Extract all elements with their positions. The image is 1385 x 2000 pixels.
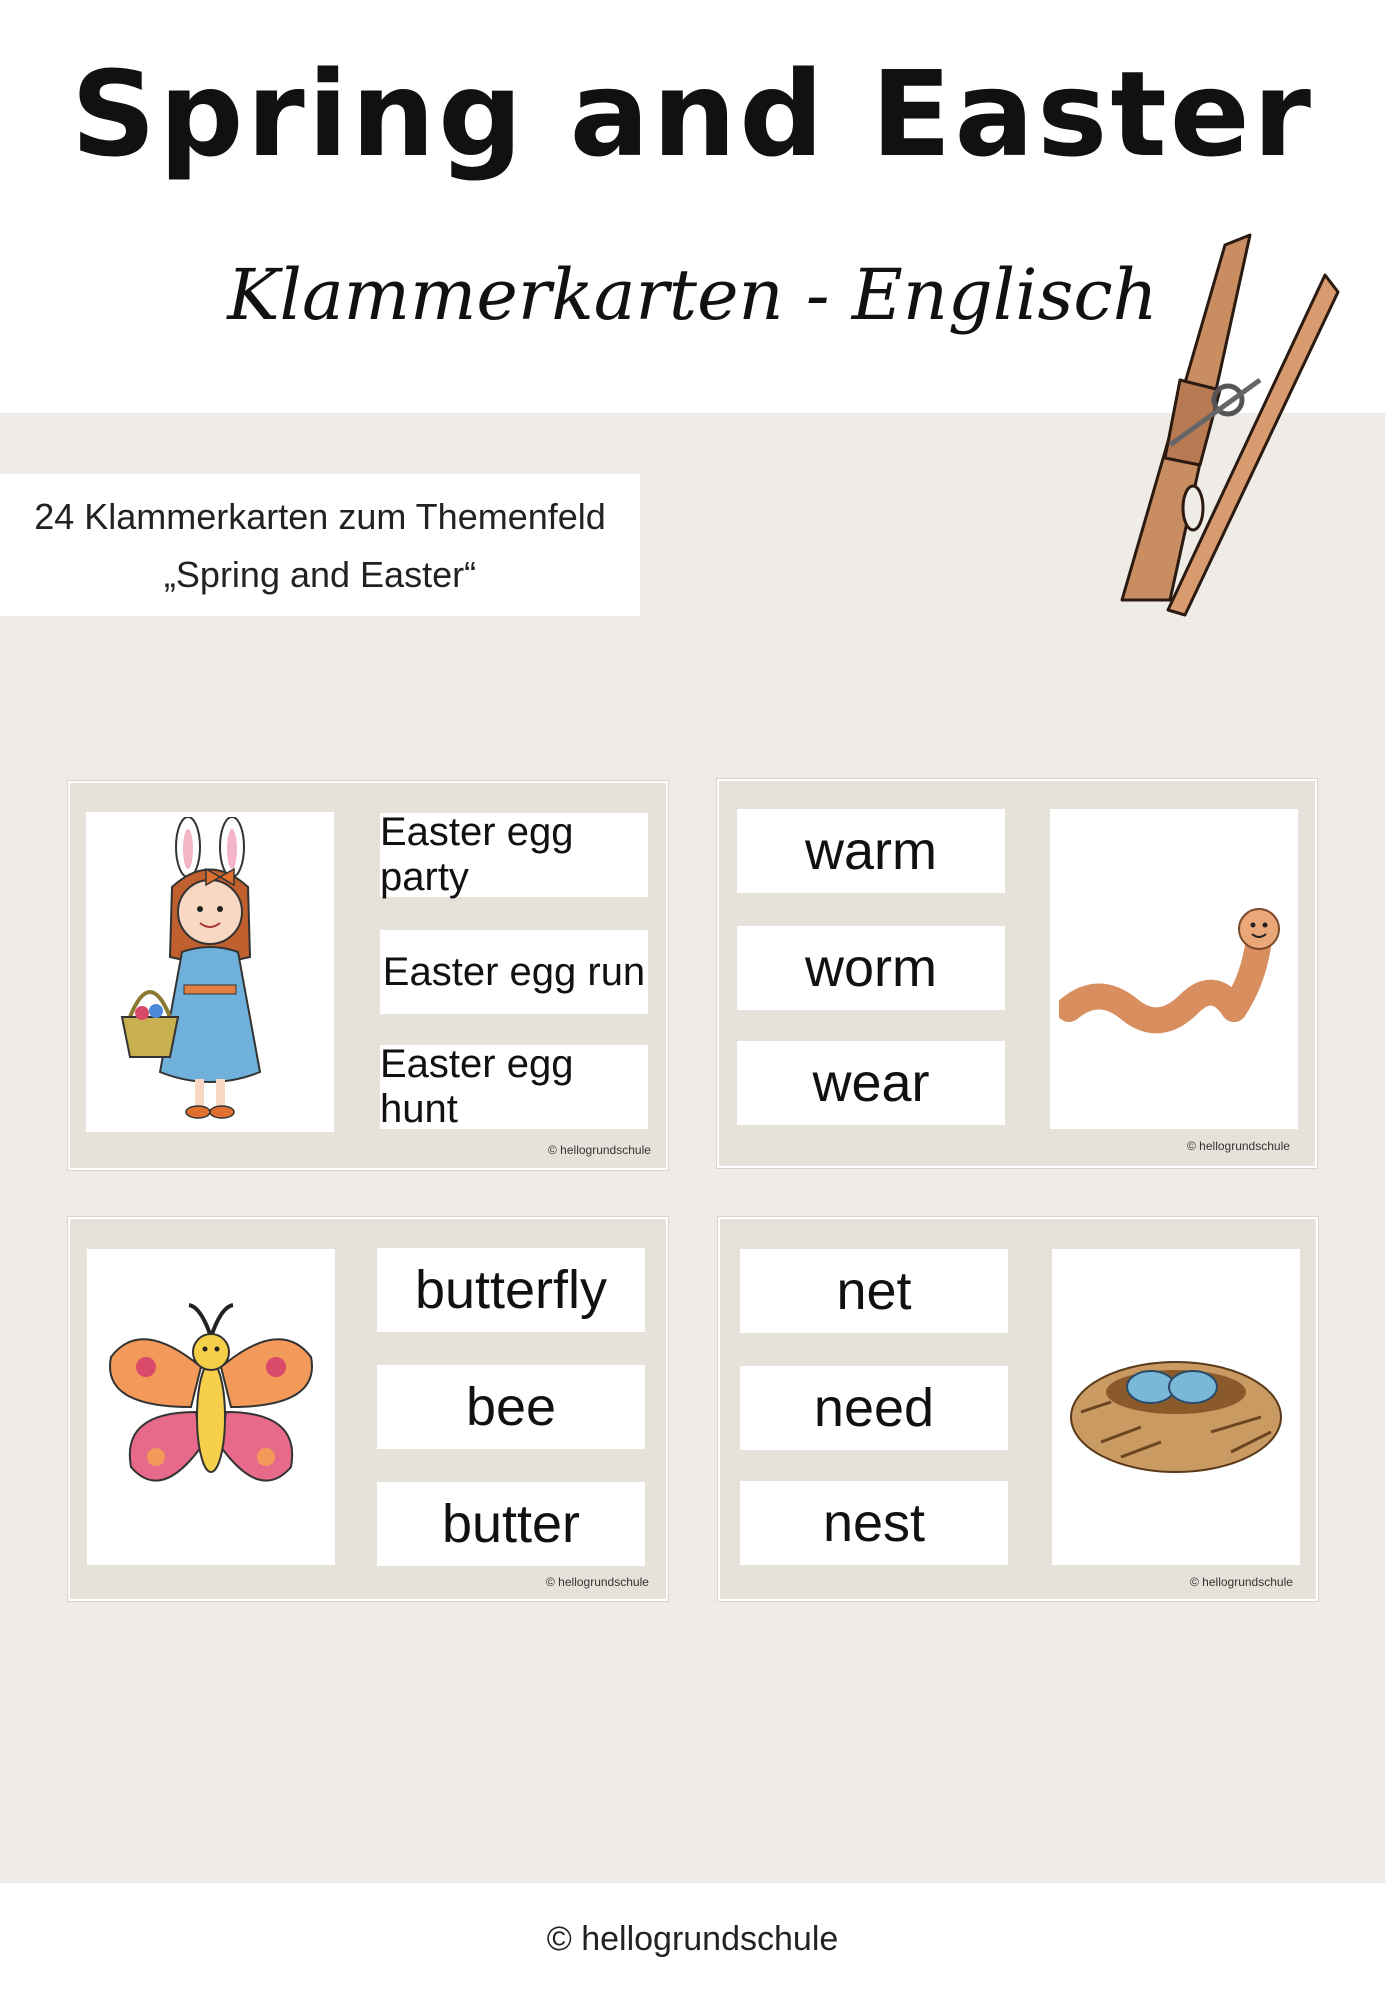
word-card: Easter egg run (380, 930, 648, 1014)
butterfly-icon (101, 1297, 321, 1517)
card-picture (86, 812, 334, 1132)
nest-icon (1061, 1332, 1291, 1482)
word-card: butterfly (377, 1248, 645, 1332)
clip-card-easter-egg (68, 781, 668, 1170)
card-credit: © hellogrundschule (1187, 1139, 1290, 1153)
word-card: warm (737, 809, 1005, 893)
word-card: Easter egg hunt (380, 1045, 648, 1129)
clip-card-nest (718, 1217, 1318, 1601)
info-line-2: „Spring and Easter“ (163, 554, 477, 595)
card-credit: © hellogrundschule (1190, 1575, 1293, 1589)
word-card: wear (737, 1041, 1005, 1125)
card-credit: © hellogrundschule (546, 1575, 649, 1589)
card-picture (1050, 809, 1298, 1129)
worm-icon (1059, 899, 1289, 1039)
page-title: Spring and Easter (71, 45, 1314, 183)
word-card: Easter egg party (380, 813, 648, 897)
card-picture (1052, 1249, 1300, 1565)
word-card: net (740, 1249, 1008, 1333)
word-card: bee (377, 1365, 645, 1449)
footer-credit: © hellogrundschule (546, 1920, 839, 1958)
card-picture (87, 1249, 335, 1565)
card-credit: © hellogrundschule (548, 1143, 651, 1157)
word-card: need (740, 1366, 1008, 1450)
clip-card-worm (717, 779, 1317, 1168)
page-subtitle: Klammerkarten - Englisch (227, 254, 1158, 336)
info-line-1: 24 Klammerkarten zum Themenfeld (34, 496, 606, 537)
word-card: nest (740, 1481, 1008, 1565)
info-box (0, 474, 640, 616)
word-card: butter (377, 1482, 645, 1566)
word-card: worm (737, 926, 1005, 1010)
clothespin-icon (1110, 230, 1350, 630)
clip-card-butterfly (68, 1217, 668, 1601)
girl-with-bunny-ears-icon (110, 817, 310, 1127)
